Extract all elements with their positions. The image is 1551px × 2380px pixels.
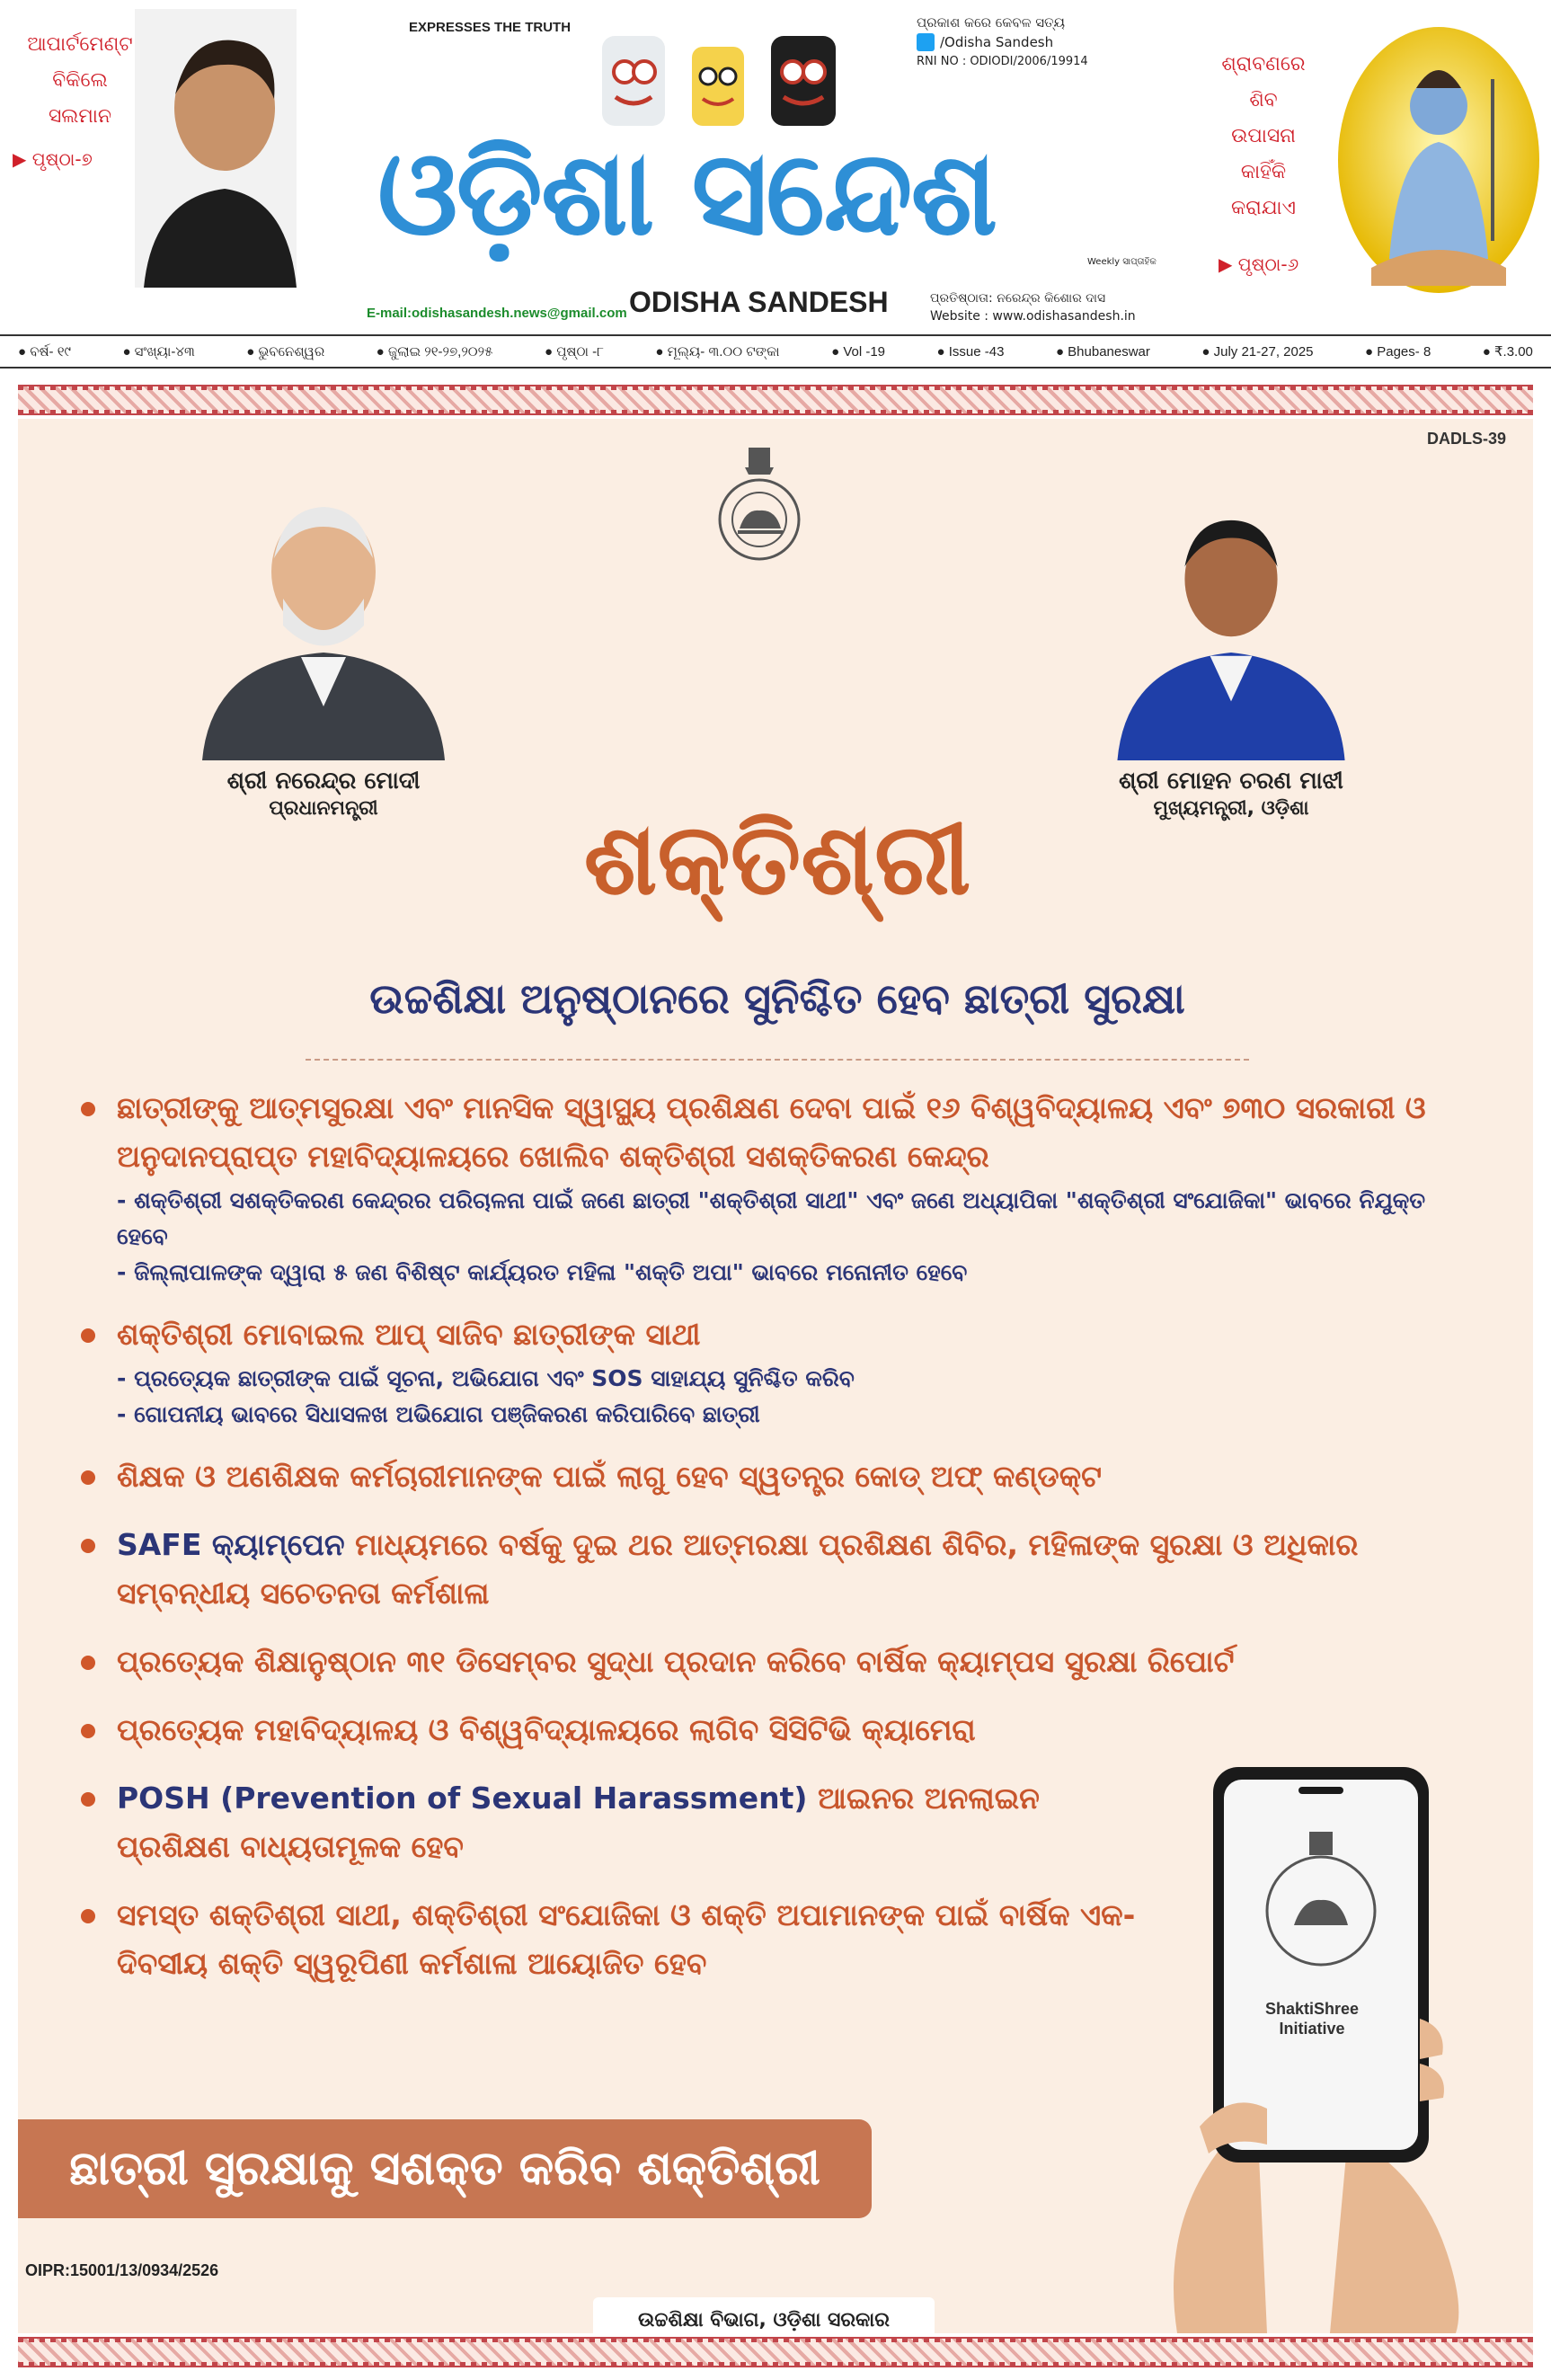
- dateline-item: ● ₹.3.00: [1482, 344, 1533, 360]
- promo-right[interactable]: [1165, 0, 1551, 297]
- list-item: ପ୍ରତ୍ୟେକ ଶିକ୍ଷାନୁଷ୍ଠାନ ୩୧ ଡିସେମ୍ବର ସୁଦ୍ଧା ପ୍ରଦାନ କରିବେ ବାର୍ଷିକ କ୍ୟାମ୍ପସ ସୁରକ୍ଷା ରିପୋର୍ଟ: [81, 1638, 1483, 1686]
- promo-left-page-ref: ▶ ପୃଷ୍ଠା-୭: [13, 148, 93, 170]
- dateline-item: ● ସଂଖ୍ୟା-୪୩: [122, 343, 195, 360]
- sub-item: - ଶକ୍ତିଶ୍ରୀ ସଶକ୍ତିକରଣ କେନ୍ଦ୍ରର ପରିଚାଳନା ପାଇଁ ଜଣେ ଛାତ୍ରୀ "ଶକ୍ତିଶ୍ରୀ ସାଥୀ" ଏବଂ ଜଣେ ଅଧ୍ୟାପିକା "ଶକ୍ତିଶ୍ରୀ ସଂଯୋଜିକା" ଭାବରେ ନିଯୁକ୍ତ ହେବେ: [117, 1187, 1426, 1249]
- phone-in-hand-illustration: [1123, 1749, 1501, 2333]
- website-link[interactable]: Website : www.odishasandesh.in: [930, 309, 1136, 324]
- pm-portrait: [184, 473, 463, 760]
- pm-card: [180, 473, 467, 820]
- twitter-icon: [917, 33, 935, 51]
- dateline-item: ● Bhubaneswar: [1055, 343, 1150, 360]
- founder-info: ପ୍ରତିଷ୍ଠାତା: ନରେନ୍ଦ୍ର କିଶୋର ଦାସ Website : www.odishasandesh.in: [930, 291, 1136, 324]
- sub-item: - ପ୍ରତ୍ୟେକ ଛାତ୍ରୀଙ୍କ ପାଇଁ ସୂଚନା, ଅଭିଯୋଗ ଏବଂ SOS ସାହାଯ୍ୟ ସୁନିଶ୍ଚିତ କରିବ: [117, 1365, 855, 1391]
- shaktishree-advertisement: [18, 419, 1533, 2333]
- promo-right-page-ref: ▶ ପୃଷ୍ଠା-୬: [1219, 253, 1299, 275]
- dateline-bar: [0, 334, 1551, 369]
- shiva-image: [1335, 25, 1542, 295]
- list-item: ଛାତ୍ରୀଙ୍କୁ ଆତ୍ମସୁରକ୍ଷା ଏବଂ ମାନସିକ ସ୍ୱାସ୍ଥ୍ୟ ପ୍ରଶିକ୍ଷଣ ଦେବା ପାଇଁ ୧୬ ବିଶ୍ୱବିଦ୍ୟାଳୟ ଏବଂ ୭୩୦ ସରକାରୀ ଓ ଅନୁଦାନପ୍ରାପ୍ତ ମହାବିଦ୍ୟାଳୟରେ ଖୋଲିବ ଶକ୍ତିଶ୍ରୀ ସଶକ୍ତିକରଣ କେନ୍ଦ୍ର - ଶକ୍ତିଶ୍ରୀ ସଶକ୍ତିକରଣ କେନ୍ଦ୍ରର ପରିଚାଳନା ପାଇଁ ଜଣେ ଛାତ୍ରୀ "ଶକ୍ତିଶ୍ରୀ ସାଥୀ" ଏବଂ ଜଣେ ଅଧ୍ୟାପିକା "ଶକ୍ତିଶ୍ରୀ ସଂଯୋଜିକା" ଭାବରେ ନିଯୁକ୍ତ ହେବେ - ଜିଲ୍ଲାପାଳଙ୍କ ଦ୍ୱାରା ୫ ଜଣ ବିଶିଷ୍ଟ କାର୍ଯ୍ୟରତ ମହିଳା "ଶକ୍ତି ଅପା" ଭାବରେ ମନୋନୀତ ହେବେ: [81, 1084, 1483, 1291]
- publisher-info: ପ୍ରକାଶ କରେ କେବଳ ସତ୍ୟ /Odisha Sandesh RNI NO : ODIODI/2006/19914: [917, 13, 1088, 72]
- cm-role: ମୁଖ୍ୟମନ୍ତ୍ରୀ, ଓଡ଼ିଶା: [1153, 797, 1309, 820]
- decorative-border-bottom: [18, 2337, 1533, 2367]
- safe-campaign-label: SAFE କ୍ୟାମ୍ପେନ: [117, 1527, 345, 1562]
- celebrity-photo: [135, 9, 297, 288]
- newspaper-name-english: ODISHA SANDESH: [629, 286, 889, 318]
- promo-right-headline: ଶ୍ରାବଣରେ ଶିବ ଉପାସନା କାହିଁକି କରାଯାଏ: [1221, 53, 1306, 219]
- ad-code: DADLS-39: [1426, 430, 1506, 448]
- dateline-item: ● ପୃଷ୍ଠା -୮: [544, 343, 604, 360]
- weekly-label: Weekly ସାପ୍ତାହିକ: [1087, 257, 1157, 267]
- dateline-item: ● ମୂଲ୍ୟ- ୩.୦୦ ଟଙ୍କା: [655, 343, 780, 360]
- twitter-handle[interactable]: /Odisha Sandesh: [940, 34, 1054, 50]
- dateline-item: ● ବର୍ଷ- ୧୯: [18, 343, 71, 360]
- pm-name: ଶ୍ରୀ ନରେନ୍ଦ୍ର ମୋଦୀ: [226, 768, 421, 795]
- oipr-code: OIPR:15001/13/0934/2526: [25, 2261, 219, 2279]
- phone-caption: ShaktiShree Initiative: [1264, 2000, 1360, 2038]
- email-address[interactable]: E-mail:odishasandesh.news@gmail.com: [367, 306, 627, 321]
- dateline-item: ● July 21-27, 2025: [1201, 343, 1314, 360]
- campaign-subtitle: ଉଚ୍ଚଶିକ୍ଷା ଅନୁଷ୍ଠାନରେ ସୁନିଶ୍ଚିତ ହେବ ଛାତ୍ରୀ ସୁରକ୍ଷା: [369, 974, 1185, 1023]
- masthead: [0, 0, 1551, 333]
- list-item: ଶକ୍ତିଶ୍ରୀ ମୋବାଇଲ ଆପ୍ ସାଜିବ ଛାତ୍ରୀଙ୍କ ସାଥୀ - ପ୍ରତ୍ୟେକ ଛାତ୍ରୀଙ୍କ ପାଇଁ ସୂଚନା, ଅଭିଯୋଗ ଏବଂ SOS ସାହାଯ୍ୟ ସୁନିଶ୍ଚିତ କରିବ - ଗୋପନୀୟ ଭାବରେ ସିଧାସଳଖ ଅଭିଯୋଗ ପଞ୍ଜିକରଣ କରିପାରିବେ ଛାତ୍ରୀ: [81, 1310, 1483, 1433]
- dateline-item: ● Vol -19: [831, 343, 886, 360]
- promo-left[interactable]: [0, 0, 297, 297]
- list-item: ଶିକ୍ଷକ ଓ ଅଣଶିକ୍ଷକ କର୍ମଚାରୀମାନଙ୍କ ପାଇଁ ଲାଗୁ ହେବ ସ୍ୱତନ୍ତ୍ର କୋଡ୍ ଅଫ୍ କଣ୍ଡକ୍ଟ: [81, 1452, 1483, 1501]
- list-item: ସମସ୍ତ ଶକ୍ତିଶ୍ରୀ ସାଥୀ, ଶକ୍ତିଶ୍ରୀ ସଂଯୋଜିକା ଓ ଶକ୍ତି ଅପାମାନଙ୍କ ପାଇଁ ବାର୍ଷିକ ଏକ-ଦିବସୀୟ ଶକ୍ତି ସ୍ୱରୂପିଣୀ କର୍ମଶାଳା ଆୟୋଜିତ ହେବ: [81, 1891, 1141, 1988]
- sub-item: - ଜିଲ୍ଲାପାଳଙ୍କ ଦ୍ୱାରା ୫ ଜଣ ବିଶିଷ୍ଟ କାର୍ଯ୍ୟରତ ମହିଳା "ଶକ୍ତି ଅପା" ଭାବରେ ମନୋନୀତ ହେବେ: [117, 1259, 968, 1285]
- list-item: SAFE କ୍ୟାମ୍ପେନ ମାଧ୍ୟମରେ ବର୍ଷକୁ ଦୁଇ ଥର ଆତ୍ମରକ୍ଷା ପ୍ରଶିକ୍ଷଣ ଶିବିର, ମହିଳାଙ୍କ ସୁରକ୍ଷା ଓ ଅଧିକାର ସମ୍ବନ୍ଧୀୟ ସଚେତନତା କର୍ମଶାଳା: [81, 1521, 1483, 1618]
- newspaper-logo[interactable]: ଓଡ଼ିଶା ସନ୍ଦେଶ: [377, 125, 997, 262]
- dateline-item: ● Pages- 8: [1365, 343, 1431, 360]
- pm-role: ପ୍ରଧାନମନ୍ତ୍ରୀ: [269, 797, 378, 820]
- posh-label: POSH (Prevention of Sexual Harassment): [117, 1781, 808, 1816]
- deity-trinity-icon: [593, 27, 845, 135]
- dateline-item: ● Issue -43: [936, 343, 1005, 360]
- odisha-govt-emblem-icon: [705, 446, 813, 563]
- promo-left-headline: ଆପାର୍ଟମେଣ୍ଟ ବିକିଲେ ସଲମାନ: [27, 33, 133, 128]
- divider: [306, 1059, 1249, 1061]
- list-item: ପ୍ରତ୍ୟେକ ମହାବିଦ୍ୟାଳୟ ଓ ବିଶ୍ୱବିଦ୍ୟାଳୟରେ ଲାଗିବ ସିସିଟିଭି କ୍ୟାମେରା: [81, 1706, 1483, 1754]
- closing-banner: [18, 2119, 872, 2218]
- dateline-item: ● ଜୁଲାଇ ୨୧-୨୭,୨୦୨୫: [376, 343, 493, 360]
- cm-portrait: [1092, 491, 1370, 760]
- decorative-border-top: [18, 385, 1533, 415]
- cm-name: ଶ୍ରୀ ମୋହନ ଚରଣ ମାଝୀ: [1119, 768, 1343, 795]
- dateline-item: ● ଭୁବନେଶ୍ୱର: [246, 343, 325, 360]
- tagline: EXPRESSES THE TRUTH: [409, 20, 572, 35]
- cm-card: [1087, 491, 1375, 820]
- rni-number: RNI NO : ODIODI/2006/19914: [917, 55, 1088, 68]
- list-item: POSH (Prevention of Sexual Harassment) ଆଇନର ଅନଲାଇନ ପ୍ରଶିକ୍ଷଣ ବାଧ୍ୟତାମୂଳକ ହେବ: [81, 1774, 1141, 1871]
- campaign-title: ଶକ୍ତିଶ୍ରୀ: [583, 802, 971, 917]
- department-credit: ଉଚ୍ଚଶିକ୍ଷା ବିଭାଗ, ଓଡ଼ିଶା ସରକାର: [593, 2297, 935, 2333]
- sub-item: - ଗୋପନୀୟ ଭାବରେ ସିଧାସଳଖ ଅଭିଯୋଗ ପଞ୍ଜିକରଣ କରିପାରିବେ ଛାତ୍ରୀ: [117, 1401, 760, 1427]
- closing-slogan: ଛାତ୍ରୀ ସୁରକ୍ଷାକୁ ସଶକ୍ତ କରିବ ଶକ୍ତିଶ୍ରୀ: [69, 2141, 820, 2196]
